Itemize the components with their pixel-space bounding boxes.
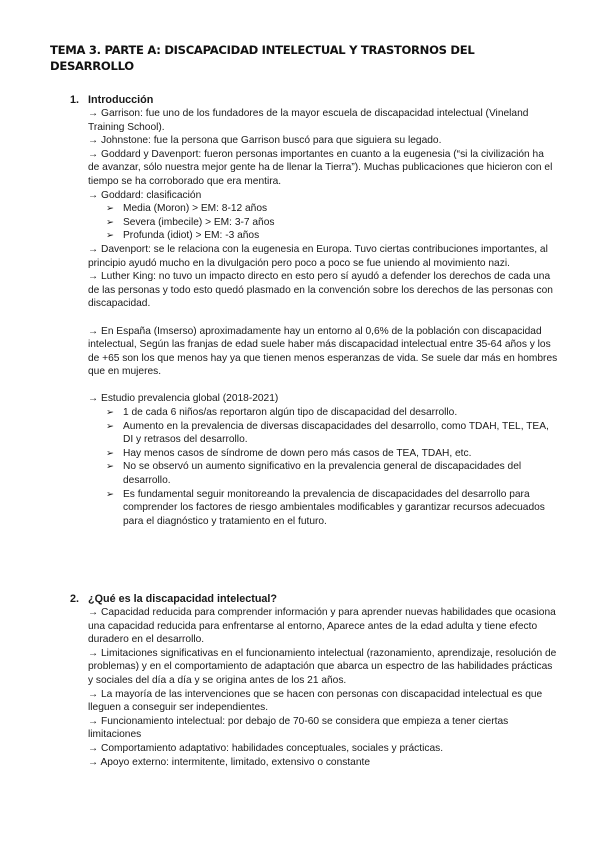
arrow-bullet-icon: ➢: [106, 230, 114, 242]
arrow-bullet-icon: ➢: [106, 407, 114, 419]
section-heading: [70, 93, 560, 107]
paragraph-goddard-davenport: → Goddard y Davenport: fueron personas importantes en cuanto a la eugenesia (“si la civilización ha de avanzar, sólo nuestra mejor gente ha de llenar la Tierra”). Muchas publicaciones que hicieron con el tiempo se ha corroborado que era mentira.: [88, 148, 553, 187]
paragraph-funcionamiento-intelectual: → Funcionamiento intelectual: por debajo de 70-60 se considera que empieza a tener ciertas limitaciones: [88, 715, 509, 741]
bullet-item: ➢ Severa (imbecile) > EM: 3-7 años: [106, 216, 275, 228]
paragraph-davenport: → Davenport: se le relaciona con la eugenesia en Europa. Tuvo ciertas contribuciones importantes, al principio ayudó mucho en la divulgación pero poco a poco se fue uniendo al movimiento nazi.: [88, 243, 548, 269]
section-que-es-discapacidad: [70, 592, 560, 769]
bullet-item: ➢ Es fundamental seguir monitoreando la prevalencia de discapacidades del desarrollo para comprender los factores de riesgo ambientales modificables y garantizar recursos adecuados para el diagnóstico y tratamiento en el futuro.: [106, 488, 545, 527]
bullet-item: ➢ Hay menos casos de síndrome de down pero más casos de TEA, TDAH, etc.: [106, 447, 472, 459]
bullet-item: ➢ Aumento en la prevalencia de diversas discapacidades del desarrollo, como TDAH, TEL, TEA, DI y retrasos del desarrollo.: [106, 420, 549, 446]
paragraph-estudio-prevalencia: → Estudio prevalencia global (2018-2021): [88, 393, 279, 405]
paragraph-espana-imserso: → En España (Imserso) aproximadamente hay un entorno al 0,6% de la población con discapacidad intelectual, Según las franjas de edad suele haber más discapacidad intelectual entre 35-64 años y los de +65 son los que menos hay ya que tienen menos esperanzas de vida. Se suele dar más en hombres que en mujeres.: [88, 325, 558, 378]
bullet-item: ➢ 1 de cada 6 niños/as reportaron algún tipo de discapacidad del desarrollo.: [106, 407, 458, 419]
arrow-bullet-icon: ➢: [106, 447, 114, 459]
section-introduccion: [70, 93, 560, 528]
arrow-bullet-icon: ➢: [106, 420, 114, 432]
paragraph-goddard-clasificacion: → Goddard: clasificación: [88, 189, 202, 201]
arrow-bullet-icon: ➢: [106, 203, 114, 215]
section-title: ¿Qué es la discapacidad intelectual?: [88, 593, 278, 605]
paragraph-johnstone: → Johnstone: fue la persona que Garrison buscó para que siguiera su legado.: [88, 135, 442, 147]
paragraph-apoyo-externo: → Apoyo externo: intermitente, limitado, extensivo o constante: [88, 756, 371, 768]
paragraph-limitaciones: → Limitaciones significativas en el funcionamiento intelectual (razonamiento, aprendizaje, resolución de problemas) y en el comportamiento de adaptación que abarca un espectro de las habilidades prácticas y sociales del día a día y se origina antes de los 21 años.: [88, 647, 557, 686]
arrow-bullet-icon: ➢: [106, 461, 114, 473]
bullet-item: ➢ Media (Moron) > EM: 8-12 años: [106, 203, 268, 215]
bullet-item: ➢ Profunda (idiot) > EM: -3 años: [106, 230, 260, 242]
paragraph-capacidad-reducida: → Capacidad reducida para comprender información y para aprender nuevas habilidades que ocasiona una capacidad reducida para enfrentarse al entorno, Aparece antes de la edad adulta y tiene efecto duradero en el desarrollo.: [88, 607, 556, 646]
section-title: Introducción: [88, 94, 154, 106]
section-number: 2.: [70, 593, 80, 605]
section-heading: [70, 592, 560, 606]
paragraph-garrison: → Garrison: fue uno de los fundadores de la mayor escuela de discapacidad intelectual (Vineland Training School).: [88, 108, 529, 133]
section-number: 1.: [70, 94, 80, 106]
paragraph-luther-king: → Luther King: no tuvo un impacto directo en esto pero sí ayudó a defender los derechos de cada una de las personas y todo esto quedó plasmado en la convención sobre los derechos de las personas con discapacidad.: [88, 271, 553, 310]
paragraph-comportamiento-adaptativo: → Comportamiento adaptativo: habilidades conceptuales, sociales y prácticas.: [88, 742, 444, 754]
bullet-item: ➢ No se observó un aumento significativo en la prevalencia general de discapacidades del desarrollo.: [106, 461, 522, 487]
document-title: TEMA 3. PARTE A: DISCAPACIDAD INTELECTUAL Y TRASTORNOS DEL DESARROLLO: [50, 43, 475, 73]
paragraph-intervenciones: → La mayoría de las intervenciones que se hacen con personas con discapacidad intelectual es que lleguen a conseguir ser independientes.: [88, 688, 543, 714]
arrow-bullet-icon: ➢: [106, 488, 114, 500]
arrow-bullet-icon: ➢: [106, 216, 114, 228]
